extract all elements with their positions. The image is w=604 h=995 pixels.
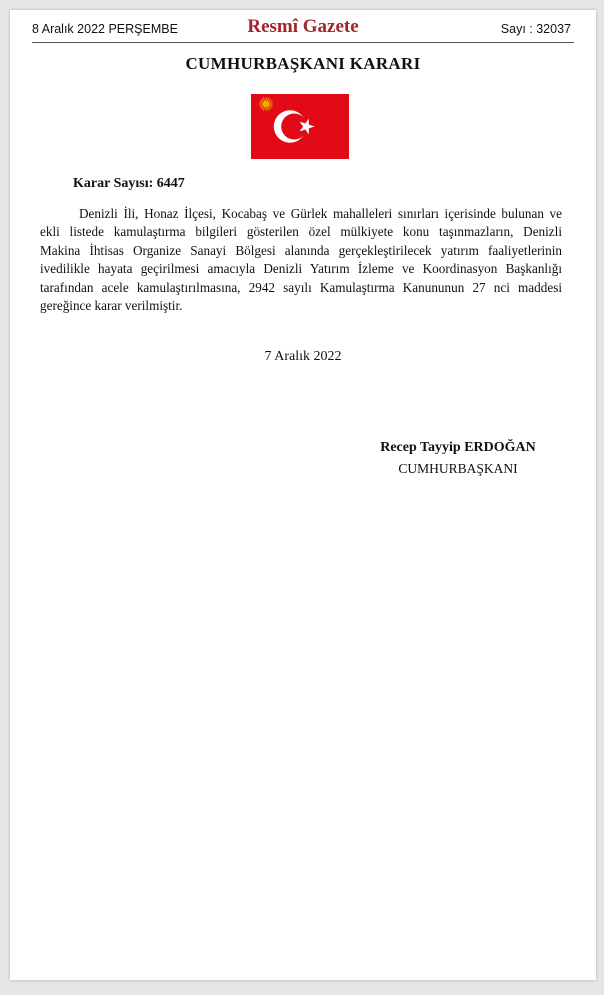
body-line: tarafından acele kamulaştırılmasına, 2942 sayılı Kamulaştırma Kanununun 27 nci maddesi [40, 279, 562, 295]
body-line: ivedilikle hayata geçirilmesi amacıyla Denizli Yatırım İzleme ve Koordinasyon Başkanlığı [40, 261, 562, 277]
header-divider [32, 42, 574, 43]
header-date: 8 Aralık 2022 PERŞEMBE [32, 22, 178, 36]
document-title: CUMHURBAŞKANI KARARI [185, 54, 421, 73]
header-issue-number: Sayı : 32037 [500, 22, 571, 36]
gazette-header [10, 10, 596, 42]
gazette-page [10, 10, 596, 980]
gazette-brand-title: Resmî Gazete [247, 16, 359, 37]
presidential-sun-emblem-icon [260, 98, 273, 111]
body-line: gereğince karar verilmiştir. [40, 298, 183, 314]
signatory-name: Recep Tayyip ERDOĞAN [380, 440, 536, 455]
signatory-title: CUMHURBAŞKANI [398, 461, 518, 476]
signature-block [353, 440, 563, 477]
body-line: Denizli İli, Honaz İlçesi, Kocabaş ve Gürlek mahalleleri sınırları içerisinde bulunan ve [79, 206, 562, 221]
turkish-flag-icon [251, 94, 349, 159]
body-line: ekli listede kamulaştırma bilgileri gösterilen özel mülkiyete konu taşınmazların, Denizli [40, 224, 562, 240]
signed-date: 7 Aralık 2022 [264, 349, 342, 364]
decision-number: Karar Sayısı: 6447 [73, 176, 185, 191]
decision-body [40, 205, 562, 315]
body-line: Makina İhtisas Organize Sanayi Bölgesi alanında gerçekleştirilecek yatırım faaliyetlerinin [40, 242, 562, 258]
